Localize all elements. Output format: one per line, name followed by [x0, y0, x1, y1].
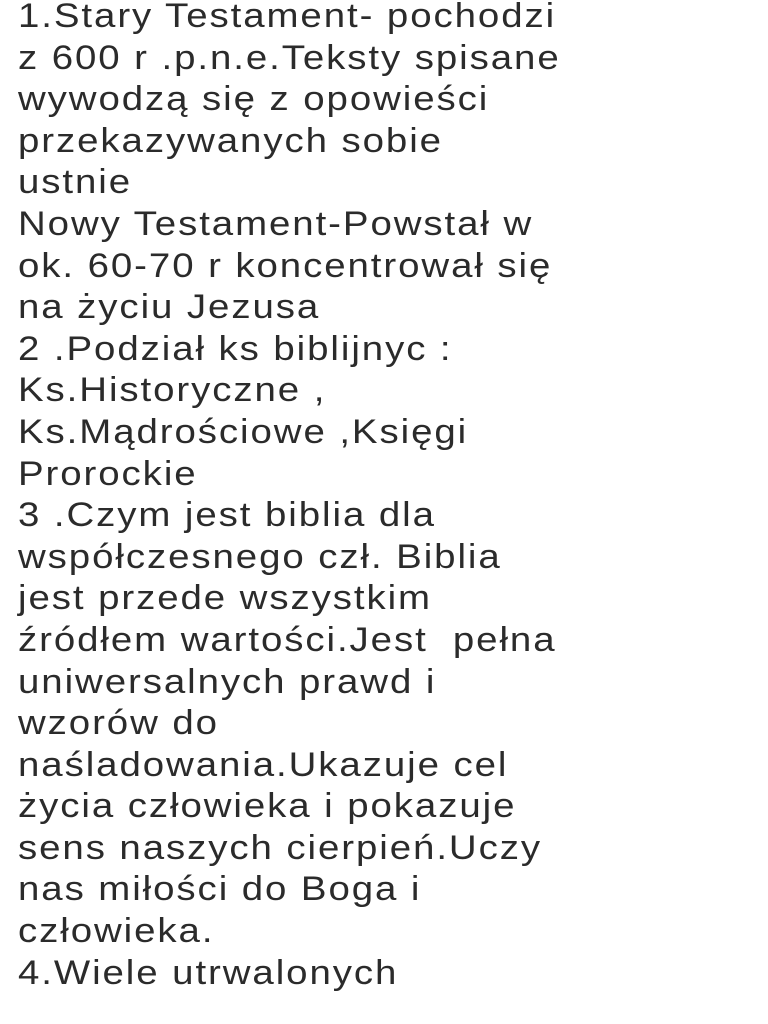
- text-line: uniwersalnych prawd i: [18, 662, 437, 701]
- text-line: Nowy Testament-Powstał w: [18, 204, 534, 243]
- text-line: wzorów do: [18, 704, 219, 743]
- text-line: na życiu Jezusa: [18, 288, 321, 327]
- text-line: jest przede wszystkim: [18, 579, 432, 618]
- text-line: wywodzą się z opowieści: [18, 80, 490, 119]
- text-line: nas miłości do Boga i: [18, 870, 422, 909]
- text-line: źródłem wartości.Jest pełna: [18, 620, 557, 659]
- text-line: 4.Wiele utrwalonych: [18, 953, 399, 992]
- text-line: życia człowieka i pokazuje: [18, 787, 517, 826]
- text-line: Prorockie: [18, 454, 198, 493]
- text-line: Ks.Historyczne ,: [18, 371, 327, 410]
- text-line: 1.Stary Testament- pochodzi: [18, 0, 557, 35]
- text-line: ok. 60-70 r koncentrował się: [18, 246, 553, 285]
- text-line: z 600 r .p.n.e.Teksty spisane: [18, 38, 561, 77]
- text-line: naśladowania.Ukazuje cel: [18, 745, 509, 784]
- text-line: 2 .Podział ks biblijnyc :: [18, 329, 453, 368]
- text-line: człowieka.: [18, 912, 215, 951]
- text-line: Ks.Mądrościowe ,Księgi: [18, 412, 469, 451]
- text-line: przekazywanych sobie: [18, 121, 443, 160]
- text-line: ustnie: [18, 163, 133, 202]
- text-line: 3 .Czym jest biblia dla: [18, 496, 436, 535]
- text-line: sens naszych cierpień.Uczy: [18, 828, 543, 867]
- text-line: współczesnego czł. Biblia: [18, 537, 502, 576]
